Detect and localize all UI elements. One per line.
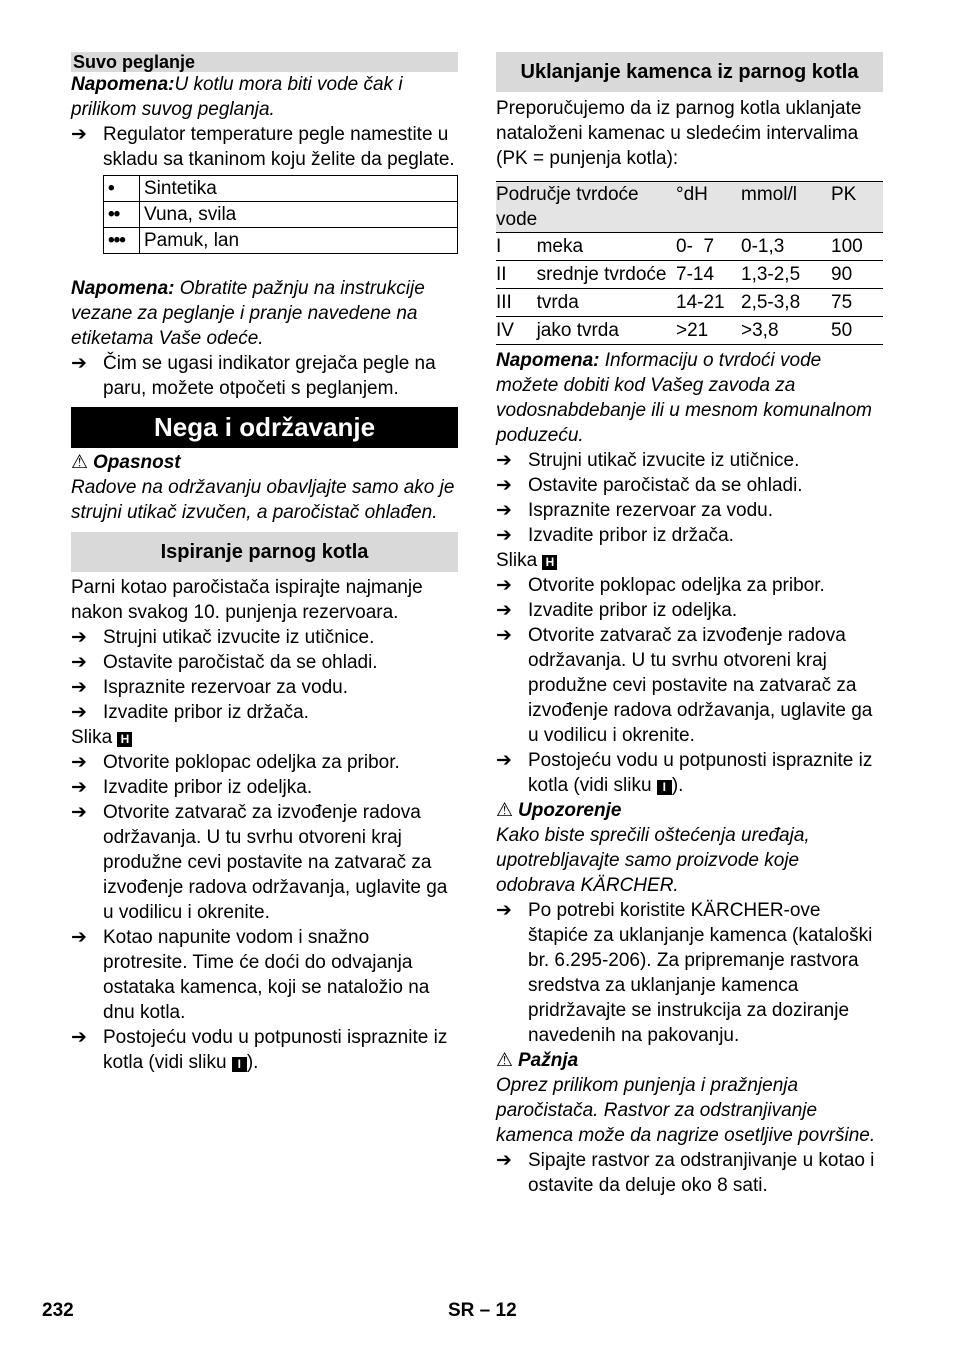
list-item: ➔ Po potrebi koristite KÄRCHER-ove štapiće za uklanjanje kamenca (kataloški br. 6.295-206). Za pripremanje rastvora sredstva za uklanjanje kamenca pridržavajte se instrukcija za doziranje navedenih na pakovanju. (496, 900, 873, 1046)
arrow-icon: ➔ (71, 677, 87, 698)
list-item: ➔ Postojeću vodu u potpunosti ispraznite iz kotla (vidi sliku I ). (496, 750, 873, 796)
list-item: ➔ Kotao napunite vodom i snažno protresite. Time će doći do odvajanja ostataka kamenca, koji se nataložio na dnu kotla. (71, 927, 430, 1023)
arrow-icon: ➔ (71, 627, 87, 648)
list-item: ➔ Otvorite zatvarač za izvođenje radova održavanja. U tu svrhu otvoreni kraj produžne cevi postavite na zatvarač za izvođenje radova održavanja, uglavite ga u vodilicu i okrenite. (71, 802, 448, 923)
table-row: ••• Pamuk, lan (104, 228, 458, 254)
figure-badge: H (117, 732, 132, 747)
page-number: 232 (42, 1300, 74, 1321)
list-item: ➔ Ispraznite rezervoar za vodu. (496, 500, 774, 521)
ispiranje-intro: Parni kotao paročistača ispirajte najmanje nakon svakog 10. punjenja rezervoara. (71, 577, 423, 623)
table-row: I meka 0- 7 0-1,3 100 (496, 233, 883, 261)
arrow-icon: ➔ (71, 353, 87, 374)
water-hardness-table (496, 181, 883, 345)
step-start-ironing: ➔ Čim se ugasi indikator grejača pegle na paru, možete otpočeti s peglanjem. (71, 353, 436, 399)
figure-badge: I (232, 1057, 247, 1072)
table-header-row: Područje tvrdoće vode °dH mmol/l PK (496, 182, 883, 233)
arrow-icon: ➔ (496, 500, 512, 521)
arrow-icon: ➔ (71, 124, 87, 145)
figure-reference: Slika H (496, 548, 883, 573)
arrow-icon: ➔ (71, 777, 87, 798)
note-water-hardness: Napomena: Informaciju o tvrdoći vode možete dobiti kod Vašeg zavoda za vodosnabdebanje ili u mesnom komunalnom poduzeću. (496, 350, 873, 446)
list-item: ➔ Otvorite poklopac odeljka za pribor. (71, 752, 400, 773)
fabric-table (103, 175, 458, 254)
figure-reference: Slika H (71, 725, 458, 750)
section-label: SR – 12 (448, 1300, 517, 1321)
kamenac-heading: Uklanjanje kamenca iz parnog kotla (496, 52, 883, 92)
warning-triangle-icon: ⚠ (496, 1050, 514, 1071)
arrow-icon: ➔ (71, 652, 87, 673)
list-item: ➔ Izvadite pribor iz odeljka. (496, 600, 738, 621)
list-item: ➔ Ispraznite rezervoar za vodu. (71, 677, 349, 698)
warning-triangle-icon: ⚠ (496, 800, 514, 821)
table-row: •• Vuna, svila (104, 202, 458, 228)
arrow-icon: ➔ (71, 927, 87, 948)
arrow-icon: ➔ (496, 1150, 512, 1171)
table-row: • Sintetika (104, 176, 458, 202)
arrow-icon: ➔ (496, 625, 512, 646)
arrow-icon: ➔ (496, 575, 512, 596)
note-dry-ironing: Napomena:U kotlu mora biti vode čak i prilikom suvog peglanja. (71, 74, 403, 120)
arrow-icon: ➔ (71, 702, 87, 723)
figure-badge: H (542, 555, 557, 570)
section-title-nega: Nega i održavanje (71, 407, 458, 448)
list-item: ➔ Strujni utikač izvucite iz utičnice. (496, 450, 800, 471)
figure-badge: I (657, 780, 672, 795)
list-item: ➔ Izvadite pribor iz držača. (496, 525, 734, 546)
table-row: II srednje tvrdoće 7-14 1,3-2,5 90 (496, 261, 883, 289)
warning-heading: ⚠ Upozorenje (496, 800, 622, 821)
list-item: ➔ Ostavite paročistač da se ohladi. (496, 475, 803, 496)
arrow-icon: ➔ (71, 752, 87, 773)
list-item: ➔ Ostavite paročistač da se ohladi. (71, 652, 378, 673)
suvo-peglanje-heading: Suvo peglanje (71, 52, 458, 72)
danger-text: Radove na održavanju obavljajte samo ako je strujni utikač izvučen, a paročistač ohlađen. (71, 477, 455, 523)
list-item: ➔ Sipajte rastvor za odstranjivanje u kotao i ostavite da deluje oko 8 sati. (496, 1150, 875, 1196)
list-item: ➔ Otvorite zatvarač za izvođenje radova održavanja. U tu svrhu otvoreni kraj produžne cevi postavite na zatvarač za izvođenje radova održavanja, uglavite ga u vodilicu i okrenite. (496, 625, 873, 746)
kamenac-intro: Preporučujemo da iz parnog kotla uklanjate nataloženi kamenac u sledećim intervalima (PK = punjenja kotla): (496, 98, 862, 169)
arrow-icon: ➔ (496, 900, 512, 921)
list-item: ➔ Izvadite pribor iz držača. (71, 702, 309, 723)
table-row: III tvrda 14-21 2,5-3,8 75 (496, 289, 883, 317)
arrow-icon: ➔ (496, 525, 512, 546)
arrow-icon: ➔ (496, 475, 512, 496)
warning-triangle-icon: ⚠ (71, 452, 89, 473)
arrow-icon: ➔ (496, 750, 512, 771)
arrow-icon: ➔ (71, 1027, 87, 1048)
list-item: ➔ Otvorite poklopac odeljka za pribor. (496, 575, 825, 596)
step-temperature-regulator: ➔ Regulator temperature pegle namestite u skladu sa tkaninom koju želite da peglate. (71, 124, 455, 170)
arrow-icon: ➔ (71, 802, 87, 823)
list-item: ➔ Izvadite pribor iz odeljka. (71, 777, 313, 798)
right-column (496, 52, 883, 1198)
caution-heading: ⚠ Pažnja (496, 1050, 579, 1071)
arrow-icon: ➔ (496, 450, 512, 471)
ispiranje-heading: Ispiranje parnog kotla (71, 532, 458, 572)
left-column (71, 50, 458, 1075)
list-item: ➔ Postojeću vodu u potpunosti ispraznite iz kotla (vidi sliku I ). (71, 1027, 448, 1073)
arrow-icon: ➔ (496, 600, 512, 621)
note-labels: Napomena: Obratite pažnju na instrukcije vezane za peglanje i pranje navedene na etiketama Vaše odeće. (71, 278, 425, 349)
danger-heading: ⚠ Opasnost (71, 452, 181, 473)
caution-text: Oprez prilikom punjenja i pražnjenja paročistača. Rastvor za odstranjivanje kamenca može da nagrize osetljive površine. (496, 1075, 876, 1146)
warning-text: Kako biste sprečili oštećenja uređaja, upotrebljavajte samo proizvode koje odobrava KÄRCHER. (496, 825, 810, 896)
list-item: ➔ Strujni utikač izvucite iz utičnice. (71, 627, 375, 648)
table-row: IV jako tvrda >21 >3,8 50 (496, 317, 883, 345)
